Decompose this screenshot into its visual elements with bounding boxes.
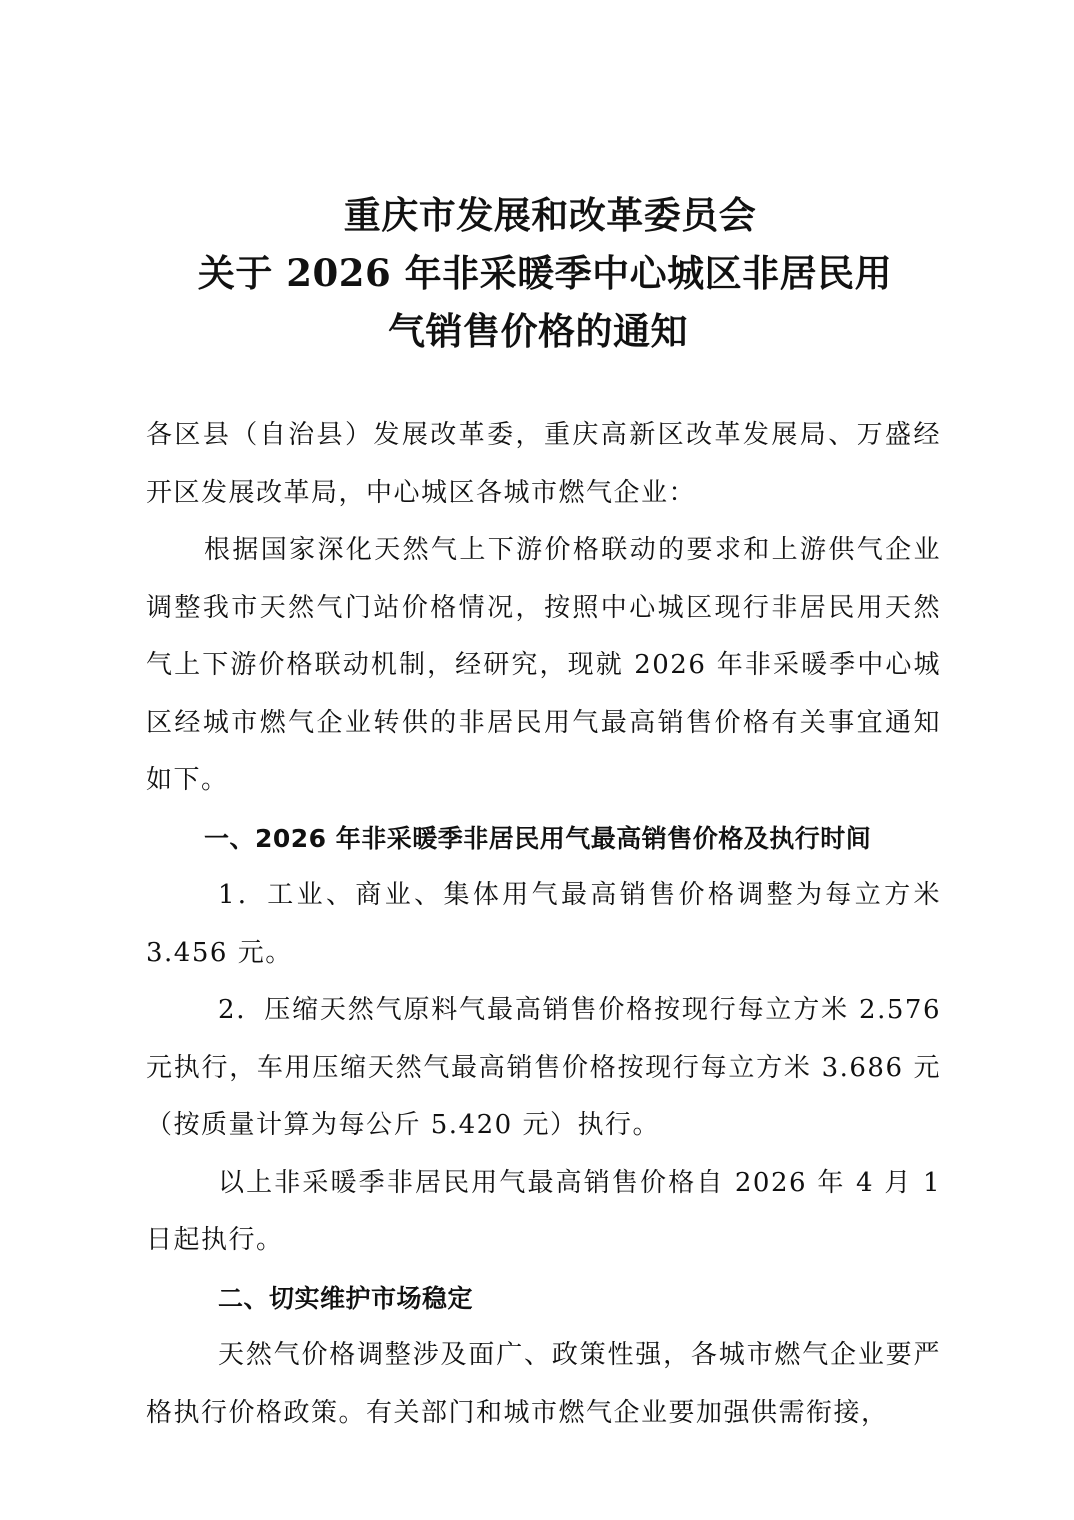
- intro-paragraph: 根据国家深化天然气上下游价格联动的要求和上游供气企业调整我市天然气门站价格情况，按照中心城区现行非居民用天然气上下游价格联动机制，经研究，现就 2026 年非采暖季中心城区经城市燃气企业转供的非居民用气最高销售价格有关事宜通知如下。: [146, 535, 941, 795]
- title-line-3: 气销售价格的通知: [388, 309, 688, 353]
- section-2-heading: 二、切实维护市场稳定: [218, 1283, 474, 1313]
- document-title: [150, 186, 940, 360]
- item-1-paragraph: 1．工业、商业、集体用气最高销售价格调整为每立方米 3.456 元。: [146, 880, 941, 968]
- title-line-1: 重庆市发展和改革委员会: [343, 193, 757, 237]
- item-2-paragraph: 2．压缩天然气原料气最高销售价格按现行每立方米 2.576 元执行，车用压缩天然气最高销售价格按现行每立方米 3.686 元（按质量计算为每公斤 5.420 元）执行。: [146, 995, 941, 1140]
- document-body: [146, 407, 941, 1442]
- section-2-paragraph: 天然气价格调整涉及面广、政策性强，各城市燃气企业要严格执行价格政策。有关部门和城市燃气企业要加强供需衔接，: [146, 1340, 941, 1428]
- addressee-paragraph: 各区县（自治县）发展改革委，重庆高新区改革发展局、万盛经开区发展改革局，中心城区各城市燃气企业：: [146, 420, 941, 508]
- title-line-2: 关于 2026 年非采暖季中心城区非居民用: [197, 251, 893, 295]
- effective-date-paragraph: 以上非采暖季非居民用气最高销售价格自 2026 年 4 月 1 日起执行。: [146, 1167, 941, 1255]
- section-1-heading: 一、2026 年非采暖季非居民用气最高销售价格及执行时间: [204, 823, 872, 853]
